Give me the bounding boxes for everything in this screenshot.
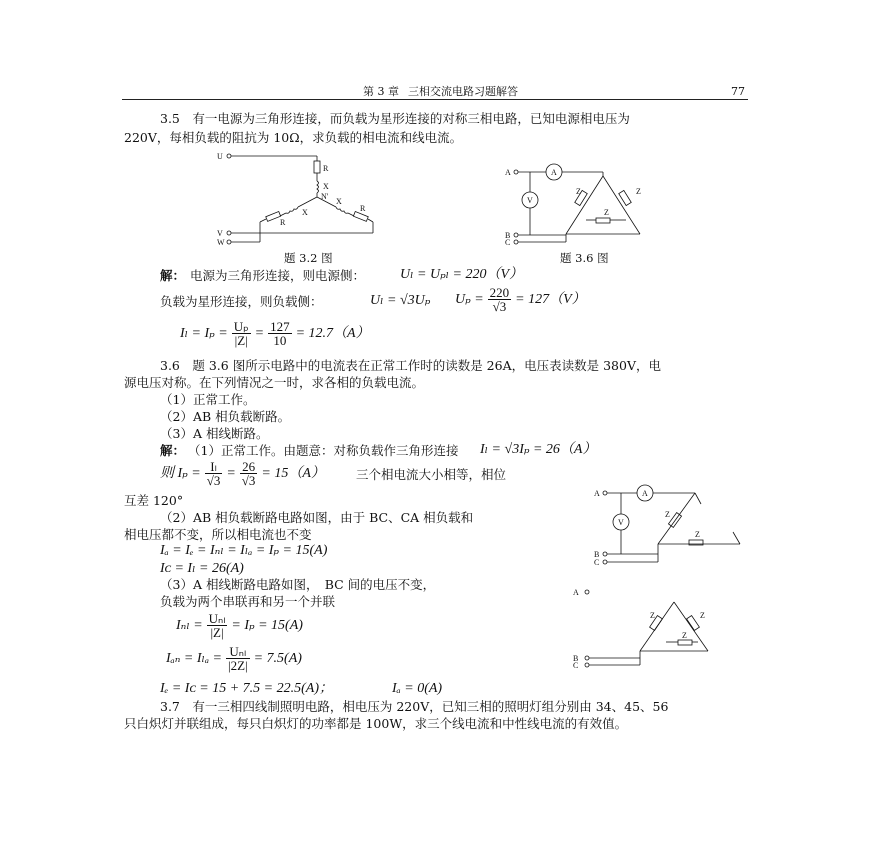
sol36-eq-ic: Iᴄ = Iₗ = 26(A) xyxy=(160,561,244,576)
sol35-fraction-up-z xyxy=(232,320,251,347)
sol35-line1: 电源为三角形连接，则电源侧： xyxy=(190,268,366,283)
fig36-label-b: B xyxy=(505,231,511,240)
problem-3-6-line2: 源电压对称。在下列情况之一时，求各相的负载电流。 xyxy=(124,375,425,390)
sol36-iab-equation xyxy=(166,645,302,672)
sol36-ip-prefix: 则 Iₚ = xyxy=(160,466,201,481)
fig-ab-label-a: A xyxy=(594,489,600,498)
fig32-label-n: N' xyxy=(321,192,329,201)
sol36-fraction-ubc-2z xyxy=(226,645,250,672)
fig-ab-voltmeter-label: V xyxy=(618,518,624,527)
figure-3-6-circuit xyxy=(490,158,660,250)
fraction-denominator: |2Z| xyxy=(227,658,248,673)
fig-ab-label-b: B xyxy=(594,550,600,559)
fraction-denominator: 10 xyxy=(273,333,287,348)
fig-a-label-z1: Z xyxy=(650,611,655,620)
problem-3-6-line1: 3.6 题 3.6 图所示电路中的电流表在正常工作时的读数是 26A，电压表读数是 380V，电 xyxy=(160,358,661,373)
fraction-numerator: Uₙₗ xyxy=(226,645,250,659)
solution-label: 解： xyxy=(160,268,186,283)
fraction-numerator: Uₙₗ xyxy=(208,611,226,626)
fig-ab-label-z1: Z xyxy=(665,510,670,519)
sol35-fraction-127-10 xyxy=(268,320,292,347)
fraction-numerator: Uₚ xyxy=(233,319,249,334)
fig32-label-u: U xyxy=(217,152,223,161)
problem-3-6-case3: （3）A 相线断路。 xyxy=(160,426,269,441)
sol36-step2-line2: 相电压都不变，所以相电流也不变 xyxy=(124,527,312,542)
sol35-line3-result: = 12.7（A） xyxy=(295,326,370,341)
fig-a-label-b: B xyxy=(573,654,579,663)
fig36-ammeter-label: A xyxy=(551,168,557,177)
fig32-label-r1: R xyxy=(323,164,329,173)
fig32-label-w: W xyxy=(217,238,225,247)
fig-a-label-z3: Z xyxy=(682,631,687,640)
fraction-numerator: Iₗ xyxy=(205,460,223,474)
problem-3-7-line2: 只白炽灯并联组成，每只白炽灯的功率都是 100W，求三个线电流和中性线电流的有效值。 xyxy=(124,716,628,731)
sol35-line1-eq: Uₗ = Uₚₗ = 220（V） xyxy=(400,267,524,282)
header-rule xyxy=(122,99,748,100)
sol36-fraction-26 xyxy=(240,460,258,487)
fig36-label-z1: Z xyxy=(576,187,581,196)
fig36-label-z3: Z xyxy=(604,208,609,217)
fig32-label-r2: R xyxy=(280,218,286,227)
sol36-iab-result: = 7.5(A) xyxy=(253,651,302,666)
fig-a-label-a: A xyxy=(573,588,579,597)
fig36-label-c: C xyxy=(505,238,511,247)
figure-ab-open-circuit xyxy=(585,482,750,570)
sol36-fraction-ubc-z xyxy=(207,612,228,639)
problem-3-5-line2: 220V，每相负载的阻抗为 10Ω，求负载的相电流和线电流。 xyxy=(124,130,463,145)
problem-3-7-line1: 3.7 有一三相四线制照明电路，相电压为 220V，已知三相的照明灯组分别由 34、45、56 xyxy=(160,699,669,714)
sol35-line2-eq2 xyxy=(455,286,586,313)
fig36-label-z2: Z xyxy=(636,187,641,196)
sol36-eq-ib-ic: Iₑ = Iᴄ = 15 + 7.5 = 22.5(A)； xyxy=(160,681,333,696)
fig-ab-label-z2: Z xyxy=(695,530,700,539)
fig36-label-a: A xyxy=(505,168,511,177)
sol36-ibc-prefix: Iₙₗ = xyxy=(176,618,203,633)
fig32-label-x1: X xyxy=(323,182,329,191)
sol35-il-ip: Iₗ = Iₚ = xyxy=(180,326,228,341)
fraction-numerator: 220 xyxy=(489,285,510,300)
fig-ab-label-c: C xyxy=(594,558,600,567)
sol35-up: Uₚ = xyxy=(455,292,484,307)
fraction-denominator: |Z| xyxy=(210,625,224,640)
sol36-ip-equation xyxy=(160,460,325,487)
fig32-label-r3: R xyxy=(360,204,366,213)
fig32-label-x3: X xyxy=(336,197,342,206)
header-title: 三相交流电路习题解答 xyxy=(408,85,518,98)
solution-3-6-label: 解： xyxy=(160,443,186,458)
sol36-step3-line1: （3）A 相线断路电路如图， BC 间的电压不变， xyxy=(160,577,436,592)
fraction-numerator: 26 xyxy=(240,460,258,474)
sol36-step1: （1）正常工作。由题意：对称负载作三角形连接 xyxy=(188,443,459,458)
fig32-label-v: V xyxy=(217,229,223,238)
sol36-ibc-result: = Iₚ = 15(A) xyxy=(231,618,303,633)
fig36-voltmeter-label: V xyxy=(527,196,533,205)
equals-sign: = xyxy=(254,326,265,341)
figure-3-2-circuit xyxy=(210,147,385,247)
figure-3-2-caption: 题 3.2 图 xyxy=(284,251,333,265)
fraction-denominator: √3 xyxy=(492,299,507,314)
equals-sign: = xyxy=(226,466,236,481)
problem-3-6-case1: （1）正常工作。 xyxy=(160,392,256,407)
fraction-denominator: |Z| xyxy=(234,333,248,348)
figure-a-line-open-circuit xyxy=(570,588,750,670)
problem-3-5-line1: 3.5 有一电源为三角形连接，而负载为星形连接的对称三相电路，已知电源相电压为 xyxy=(160,111,630,126)
fraction-numerator: 127 xyxy=(270,319,290,334)
fig-a-label-c: C xyxy=(573,661,579,670)
sol36-step3-line2: 负载为两个串联再和另一个并联 xyxy=(160,594,336,609)
sol36-ibc-equation xyxy=(176,612,303,639)
sol35-fraction-220 xyxy=(488,286,512,313)
sol35-line2-eq1: Uₗ = √3Uₚ xyxy=(370,293,431,308)
sol36-iab-prefix: Iₐₙ = Iₗₐ = xyxy=(166,651,222,666)
sol36-phase-diff: 互差 120° xyxy=(124,493,184,508)
header-chapter: 第 3 章 xyxy=(363,85,399,98)
sol36-phase-note: 三个相电流大小相等，相位 xyxy=(356,467,507,482)
fig-ab-ammeter-label: A xyxy=(642,489,648,498)
sol36-fraction-il xyxy=(205,460,223,487)
figure-3-6-caption: 题 3.6 图 xyxy=(560,251,609,265)
sol35-line2: 负载为星形连接，则负载侧： xyxy=(160,294,323,309)
sol36-step2-line1: （2）AB 相负载断路电路如图，由于 BC、CA 相负载和 xyxy=(160,510,474,525)
sol36-eq-ia: Iₐ = 0(A) xyxy=(392,681,443,696)
sol35-line3 xyxy=(180,320,370,347)
fraction-denominator: √3 xyxy=(241,473,256,488)
fraction-denominator: √3 xyxy=(206,473,221,488)
fig-a-label-z2: Z xyxy=(700,611,705,620)
problem-3-6-case2: （2）AB 相负载断路。 xyxy=(160,409,291,424)
page-number: 77 xyxy=(731,85,745,98)
sol36-eq-currents: Iₐ = Iₑ = Iₙₗ = Iₗₐ = Iₚ = 15(A) xyxy=(160,543,328,558)
sol36-step1-eq: Iₗ = √3Iₚ = 26（A） xyxy=(480,442,597,457)
fig32-label-x2: X xyxy=(302,208,308,217)
sol36-ip-result: = 15（A） xyxy=(261,466,325,481)
sol35-line2-result: = 127（V） xyxy=(515,292,586,307)
